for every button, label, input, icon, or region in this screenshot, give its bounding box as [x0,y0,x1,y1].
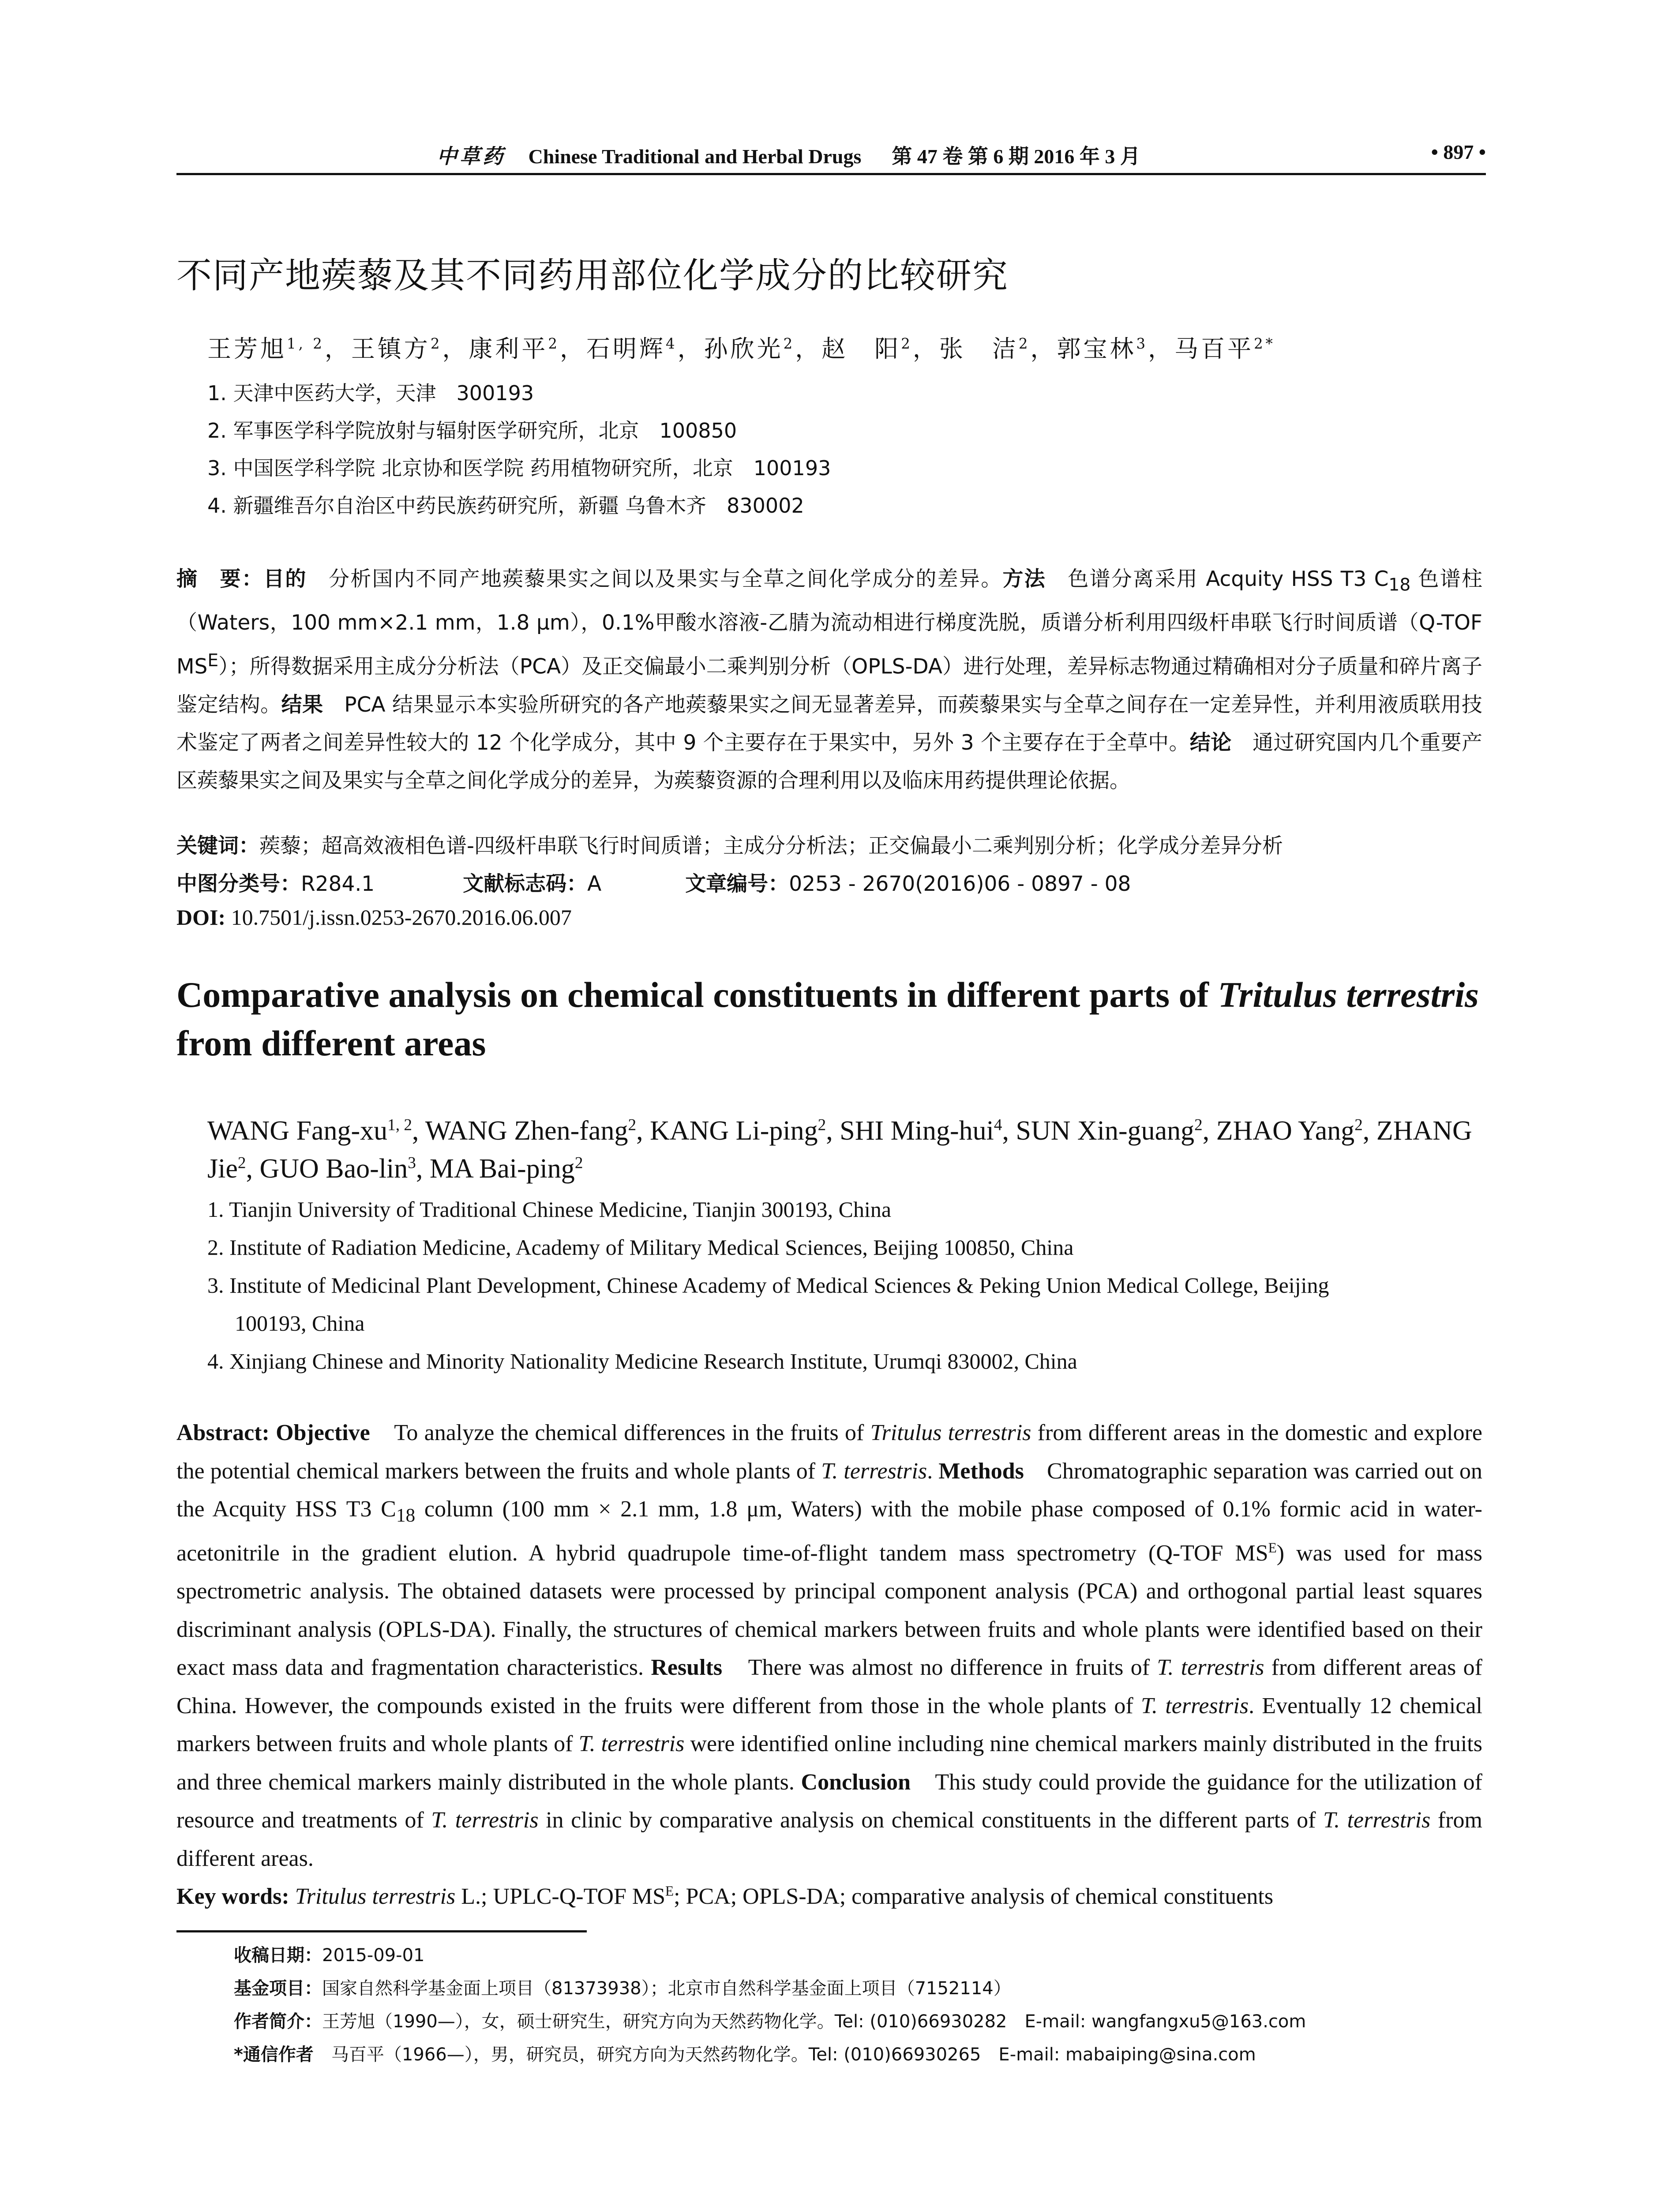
en-affiliation: 100193, China [235,1311,365,1336]
cn-author: 石明辉$^4$ [586,335,678,363]
en-affiliation: 4. Xinjiang Chinese and Minority Nationality Medicine Research Institute, Urumqi 830002, China [207,1349,1077,1373]
en-abstract: Abstract: Objective To analyze the chemical differences in the fruits of Tritulus terrestris from different areas in the domestic and explore the potential chemical markers between the fruits and whole plants of T. terrestris. Methods Chromatographic separation was carried out on the Acquity HSS T3 $C_{18}$ column (100 mm × 2.1 mm, 1.8 μm, Waters) with the mobile phase composed of 0.1% formic acid in water-acetonitrile in the gradient elution. A hybrid quadrupole time-of-flight tandem mass spectrometry (Q-TOF $MS^E$) was used for mass spectrometric analysis. The obtained datasets were processed by principal component analysis (PCA) and orthogonal partial least squares discriminant analysis (OPLS-DA). Finally, the structures of chemical markers between fruits and whole plants were identified based on their exact mass data and fragmentation characteristics. Results There was almost no difference in fruits of T. terrestris from different areas of China. However, the compounds existed in the fruits were different from those in the whole plants of T. terrestris. Eventually 12 chemical markers between fruits and whole plants of T. terrestris were identified online including nine chemical markers mainly distributed in the fruits and three chemical markers mainly distributed in the whole plants. Conclusion This study could provide the guidance for the utilization of resource and treatments of T. terrestris in clinic by comparative analysis on chemical constituents in the different parts of T. terrestris from different areas. Key words: Tritulus terrestris L.; UPLC-Q-TOF $MS^E$; PCA; OPLS-DA; comparative analysis of chemical constituents [176,1420,1482,1910]
cn-author-list: 王芳旭$^{1, 2}$，王镇方$^2$，康利平$^2$，石明辉$^4$，孙欣光$^2$，赵 阳$^2$，张 洁$^2$，郭宝林$^3$，马百平$^{2*}$ [207,335,1275,363]
cn-author: 王镇方$^2$ [351,335,442,363]
cn-objective-label: 目的 [263,567,307,591]
cn-author: 王芳旭$^{1, 2}$ [207,335,325,363]
cn-affiliation: 3. 中国医学科学院 北京协和医学院 药用植物研究所，北京 100193 [207,456,831,480]
cn-author: 孙欣光$^2$ [704,335,795,363]
en-author: WANG Fang-xu$^{1, 2}$ [207,1116,412,1146]
en-author: WANG Zhen-fang$^2$ [425,1116,637,1146]
journal-logo: 中草药 [437,144,506,168]
methods-label: Methods [938,1458,1024,1484]
cn-affiliation: 1. 天津中医药大学，天津 300193 [207,381,534,405]
en-author: MA Bai-ping$^2$ [429,1154,583,1184]
conclusion-label: Conclusion [801,1769,911,1795]
cn-author: 赵 阳$^2$ [821,335,913,363]
en-keywords: Key words: Tritulus terrestris L.; UPLC-Q-TOF $MS^E$; PCA; OPLS-DA; comparative analysis of chemical constituents [176,1883,1274,1910]
cn-affiliation: 4. 新疆维吾尔自治区中药民族药研究所，新疆 乌鲁木齐 830002 [207,494,804,518]
cn-results-label: 结果 [281,693,323,717]
en-affiliation: 3. Institute of Medicinal Plant Development, Chinese Academy of Medical Sciences & Peking Union Medical College, Beijing [207,1273,1329,1298]
cn-methods-label: 方法 [1002,567,1046,591]
cn-abstract-label: 摘 要： [176,567,264,591]
en-title: Comparative analysis on chemical constituents in different parts of Tritulus terrestris from different areas [176,975,1479,1063]
cn-keywords: 关键词：蒺藜；超高效液相色谱-四级杆串联飞行时间质谱；主成分分析法；正交偏最小二乘判别分析；化学成分差异分析 [176,834,1283,858]
page-number: • 897 • [1431,141,1486,163]
cn-author: 康利平$^2$ [469,335,560,363]
footnote-corresponding: *通信作者 马百平（1966—），男，研究员，研究方向为天然药物化学。Tel: (010)66930265 E-mail: mabaiping@sina.com [234,2045,1256,2065]
en-author: SHI Ming-hui$^4$ [840,1116,1002,1146]
header-rule [176,173,1486,175]
results-label: Results [651,1655,723,1681]
en-author: ZHANG Jie$^2$ [207,1116,1472,1184]
cn-conclusion-label: 结论 [1189,731,1232,755]
cn-author: 张 洁$^2$ [939,335,1031,363]
en-author: ZHAO Yang$^2$ [1216,1116,1363,1146]
footnote-fund: 基金项目：国家自然科学基金面上项目（81373938）；北京市自然科学基金面上项目（7152114） [234,1978,1011,1999]
abstract-label: Abstract: [176,1420,270,1445]
cn-author: 郭宝林$^3$ [1057,335,1148,363]
cn-author: 马百平$^{2*}$ [1174,335,1275,363]
cn-classification: 中图分类号：R284.1 文献标志码：A 文章编号：0253 - 2670(2016)06 - 0897 - 08 [176,872,1131,896]
en-affiliation: 1. Tianjin University of Traditional Chinese Medicine, Tianjin 300193, China [207,1197,892,1222]
cn-affiliation: 2. 军事医学科学院放射与辐射医学研究所，北京 100850 [207,419,737,443]
en-author: GUO Bao-lin$^3$ [259,1154,416,1184]
cn-title: 不同产地蒺藜及其不同药用部位化学成分的比较研究 [176,255,1009,296]
issue-info: 第 47 卷 第 6 期 2016 年 3 月 [892,145,1140,168]
cn-abstract: 摘 要：目的 分析国内不同产地蒺藜果实之间以及果实与全草之间化学成分的差异。方法 色谱分离采用 Acquity HSS T3 $C_{18}$ 色谱柱（Waters，100 mm×2.1 mm，1.8 μm），0.1%甲酸水溶液-乙腈为流动相进行梯度洗脱，质谱分析利用四级杆串联飞行时间质谱（Q-TOF $MS^E$）；所得数据采用主成分分析法（PCA）及正交偏最小二乘判别分析（OPLS-DA）进行处理，差异标志物通过精确相对分子质量和碎片离子鉴定结构。结果 PCA 结果显示本实验所研究的各产地蒺藜果实之间无显著差异，而蒺藜果实与全草之间存在一定差异性，并利用液质联用技术鉴定了两者之间差异性较大的 12 个化学成分，其中 9 个主要存在于果实中，另外 3 个主要存在于全草中。结论 通过研究国内几个重要产区蒺藜果实之间及果实与全草之间化学成分的差异，为蒺藜资源的合理利用以及临床用药提供理论依据。 [176,567,1483,793]
en-author: SUN Xin-guang$^2$ [1016,1116,1203,1146]
running-header [176,140,1486,171]
footnote-author: 作者简介：王芳旭（1990—），女，硕士研究生，研究方向为天然药物化学。Tel: (010)66930282 E-mail: wangfangxu5@163.com [234,2011,1306,2032]
footnote-rule [176,1930,587,1932]
en-author-list: WANG Fang-xu$^{1, 2}$, WANG Zhen-fang$^2$, KANG Li-ping$^2$, SHI Ming-hui$^4$, SUN Xin-guang$^2$, ZHAO Yang$^2$, ZHANG Jie$^2$, GUO Bao-lin$^3$, MA Bai-ping$^2$ [207,1116,1472,1184]
en-affiliation: 2. Institute of Radiation Medicine, Academy of Military Medical Sciences, Beijing 100850, China [207,1235,1074,1260]
doi: DOI: 10.7501/j.issn.0253-2670.2016.06.007 [176,905,572,930]
en-author: KANG Li-ping$^2$ [650,1116,826,1146]
journal-info [437,140,1140,169]
journal-name: Chinese Traditional and Herbal Drugs [528,145,862,168]
footnote-received: 收稿日期：2015-09-01 [234,1945,425,1966]
objective-label: Objective [269,1420,370,1445]
